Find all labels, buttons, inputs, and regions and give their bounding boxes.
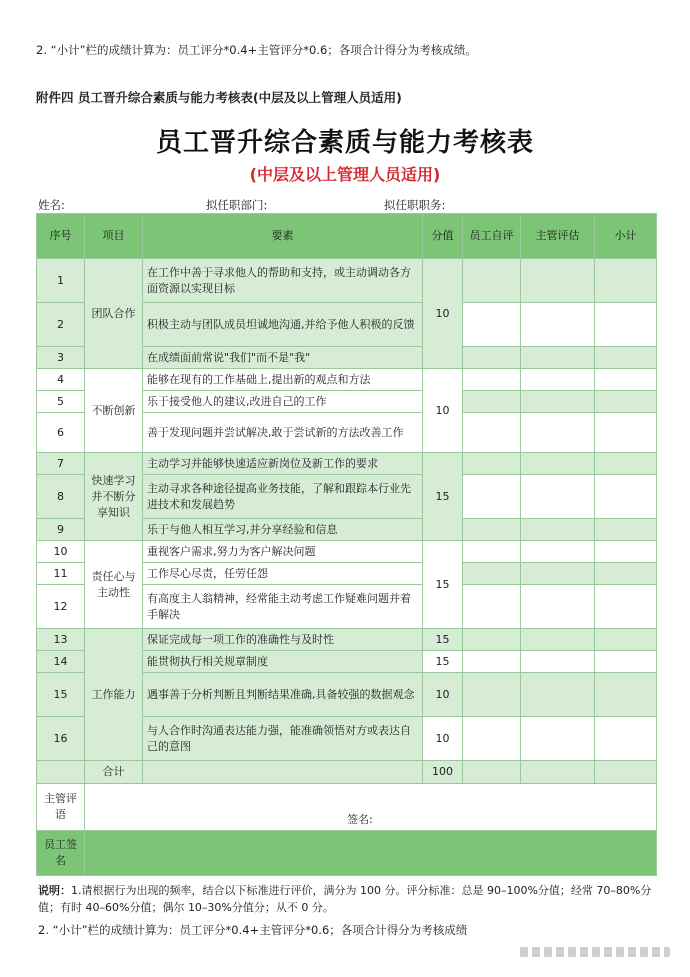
score-row-14: 15 [423,651,463,673]
row-requirement: 有高度主人翁精神，经常能主动考虑工作疑难问题并着手解决 [143,585,423,629]
subtotal-cell[interactable] [595,453,657,475]
score-innovation: 10 [423,369,463,453]
subtotal-cell[interactable] [595,717,657,761]
sum-manager-eval[interactable] [521,761,595,784]
self-eval-cell[interactable] [463,629,521,651]
table-row [37,453,657,475]
manager-eval-cell[interactable] [521,347,595,369]
sum-subtotal[interactable] [595,761,657,784]
row-requirement: 在工作中善于寻求他人的帮助和支持，或主动调动各方面资源以实现目标 [143,259,423,303]
name-label: 姓名: [38,198,65,212]
position-label: 拟任职职务: [384,198,446,212]
self-eval-cell[interactable] [463,391,521,413]
sign-label: 签名: [347,813,373,826]
manager-eval-cell[interactable] [521,259,595,303]
subtotal-cell[interactable] [595,259,657,303]
manager-eval-cell[interactable] [521,391,595,413]
note-block [38,882,658,916]
subtotal-cell[interactable] [595,585,657,629]
self-eval-cell[interactable] [463,717,521,761]
manager-eval-cell[interactable] [521,369,595,391]
self-eval-cell[interactable] [463,673,521,717]
employee-sign-field[interactable] [85,831,657,876]
sum-label: 合计 [85,761,143,784]
row-no: 1 [37,259,85,303]
top-note: 2. “小计”栏的成绩计算为：员工评分*0.4+主管评分*0.6；各项合计得分为考核成绩。 [36,43,477,57]
manager-eval-cell[interactable] [521,453,595,475]
manager-eval-cell[interactable] [521,651,595,673]
table-row [37,629,657,651]
manager-eval-cell[interactable] [521,541,595,563]
self-eval-cell[interactable] [463,585,521,629]
manager-eval-cell[interactable] [521,585,595,629]
header-requirement: 要素 [143,214,423,259]
self-eval-cell[interactable] [463,475,521,519]
header-manager-eval: 主管评估 [521,214,595,259]
row-requirement: 主动寻求各种途径提高业务技能，了解和跟踪本行业先进技术和发展趋势 [143,475,423,519]
table-header-row [37,214,657,259]
row-no: 7 [37,453,85,475]
self-eval-cell[interactable] [463,369,521,391]
row-requirement: 能贯彻执行相关规章制度 [143,651,423,673]
row-no: 2 [37,303,85,347]
manager-eval-cell[interactable] [521,673,595,717]
subtotal-cell[interactable] [595,413,657,453]
row-no: 3 [37,347,85,369]
subtotal-cell[interactable] [595,475,657,519]
row-no: 15 [37,673,85,717]
subtotal-cell[interactable] [595,519,657,541]
self-eval-cell[interactable] [463,651,521,673]
row-no: 10 [37,541,85,563]
subtotal-cell[interactable] [595,391,657,413]
subtotal-cell[interactable] [595,563,657,585]
assessment-table [36,213,657,876]
sub-title: (中层及以上管理人员适用) [249,165,441,184]
row-no: 13 [37,629,85,651]
self-eval-cell[interactable] [463,563,521,585]
self-eval-cell[interactable] [463,259,521,303]
score-learning: 15 [423,453,463,541]
group-innovation: 不断创新 [85,369,143,453]
manager-eval-cell[interactable] [521,629,595,651]
self-eval-cell[interactable] [463,347,521,369]
score-row-15: 10 [423,673,463,717]
subtotal-cell[interactable] [595,303,657,347]
self-eval-cell[interactable] [463,413,521,453]
note-lead: 说明： [38,884,71,897]
manager-eval-cell[interactable] [521,303,595,347]
row-no: 8 [37,475,85,519]
row-no: 11 [37,563,85,585]
row-requirement: 保证完成每一项工作的准确性与及时性 [143,629,423,651]
employee-sign-row [37,831,657,876]
score-responsibility: 15 [423,541,463,629]
appendix-title: 附件四 员工晋升综合素质与能力考核表(中层及以上管理人员适用) [36,90,402,105]
manager-eval-cell[interactable] [521,519,595,541]
header-self-eval: 员工自评 [463,214,521,259]
manager-eval-cell[interactable] [521,563,595,585]
self-eval-cell[interactable] [463,453,521,475]
sum-blank-cell [37,761,85,784]
table-row [37,259,657,303]
row-requirement: 乐于与他人相互学习,并分享经验和信息 [143,519,423,541]
manager-eval-cell[interactable] [521,413,595,453]
row-requirement: 积极主动与团队成员坦诚地沟通,并给予他人积极的反馈 [143,303,423,347]
score-row-16: 10 [423,717,463,761]
header-item: 项目 [85,214,143,259]
row-requirement: 工作尽心尽责，任劳任怨 [143,563,423,585]
table-row [37,369,657,391]
self-eval-cell[interactable] [463,519,521,541]
row-requirement: 主动学习并能够快速适应新岗位及新工作的要求 [143,453,423,475]
bottom-note: 2. “小计”栏的成绩计算为：员工评分*0.4+主管评分*0.6；各项合计得分为考核成绩 [38,923,468,937]
row-requirement: 善于发现问题并尝试解决,敢于尝试新的方法改善工作 [143,413,423,453]
employee-sign-label: 员工签名 [37,831,85,876]
sum-self-eval[interactable] [463,761,521,784]
group-team: 团队合作 [85,259,143,369]
sum-value: 100 [423,761,463,784]
row-requirement: 重视客户需求,努力为客户解决问题 [143,541,423,563]
subtotal-cell[interactable] [595,629,657,651]
row-requirement: 与人合作时沟通表达能力强，能准确领悟对方或表达自己的意图 [143,717,423,761]
row-requirement: 乐于接受他人的建议,改进自己的工作 [143,391,423,413]
subtotal-cell[interactable] [595,651,657,673]
subtotal-cell[interactable] [595,347,657,369]
row-no: 14 [37,651,85,673]
table-row [37,541,657,563]
group-work-ability: 工作能力 [85,629,143,761]
main-title: 员工晋升综合素质与能力考核表 [155,128,534,158]
manager-eval-cell[interactable] [521,475,595,519]
self-eval-cell[interactable] [463,303,521,347]
score-team: 10 [423,259,463,369]
header-score: 分值 [423,214,463,259]
sum-row [37,761,657,784]
group-learning: 快速学习并不断分享知识 [85,453,143,541]
self-eval-cell[interactable] [463,541,521,563]
score-row-13: 15 [423,629,463,651]
row-no: 5 [37,391,85,413]
row-no: 9 [37,519,85,541]
department-label: 拟任职部门: [206,198,268,212]
row-no: 12 [37,585,85,629]
watermark-mark [520,947,670,957]
row-no: 16 [37,717,85,761]
row-no: 6 [37,413,85,453]
manager-comment-label: 主管评语 [37,784,85,831]
note-text: 1.请根据行为出现的频率，结合以下标准进行评价，满分为 100 分。评分标准：总是 90–100%分值；经常 70–80%分值；有时 40–60%分值；偶尔 10–30%分值分；从不 0 分。 [38,884,652,914]
row-no: 4 [37,369,85,391]
row-requirement: 在成绩面前常说"我们"而不是"我" [143,347,423,369]
manager-eval-cell[interactable] [521,717,595,761]
manager-comment-field[interactable] [85,784,657,831]
header-no: 序号 [37,214,85,259]
row-requirement: 能够在现有的工作基础上,提出新的观点和方法 [143,369,423,391]
manager-comment-row [37,784,657,831]
subtotal-cell[interactable] [595,369,657,391]
subtotal-cell[interactable] [595,673,657,717]
subtotal-cell[interactable] [595,541,657,563]
sum-requirement-blank [143,761,423,784]
row-requirement: 遇事善于分析判断且判断结果准确,具备较强的数据观念 [143,673,423,717]
group-responsibility: 责任心与主动性 [85,541,143,629]
watermark-strip [520,941,670,963]
header-subtotal: 小计 [595,214,657,259]
